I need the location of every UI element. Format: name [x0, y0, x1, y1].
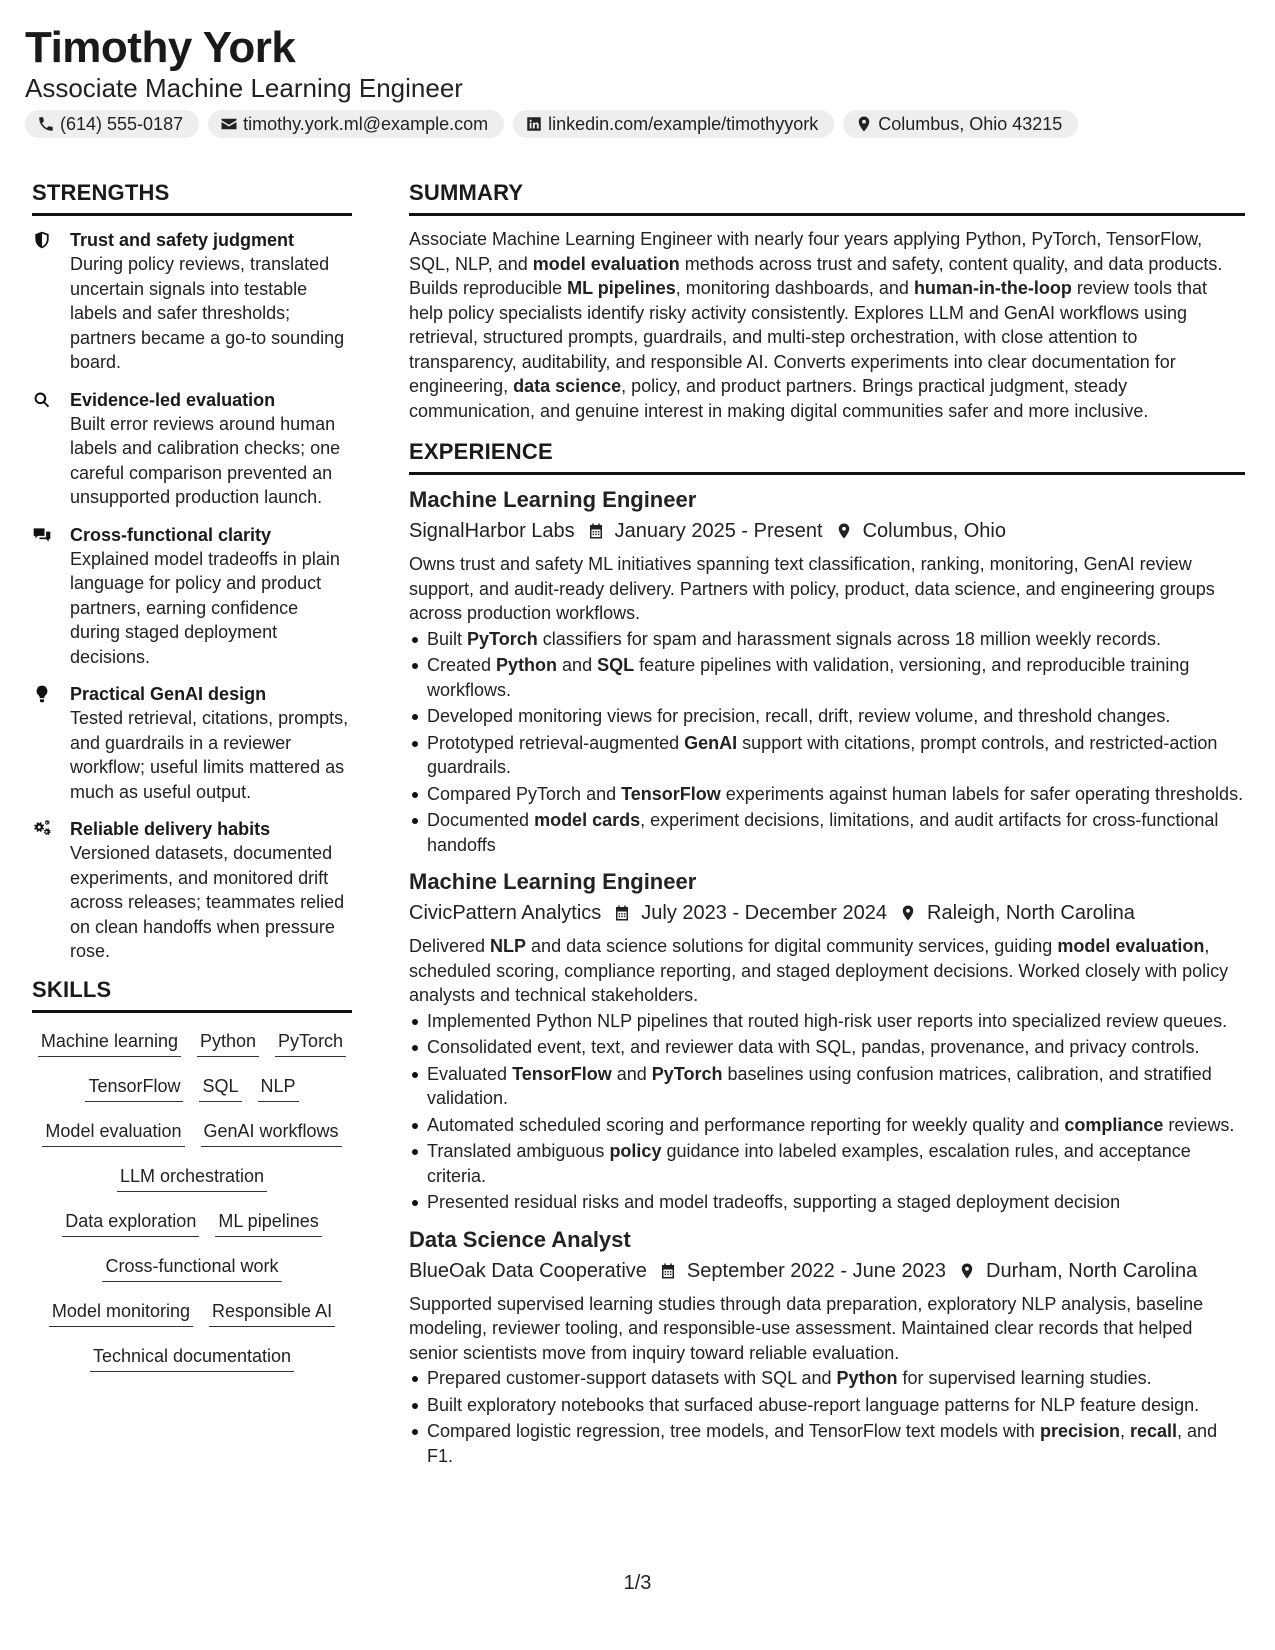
candidate-name: Timothy York [25, 23, 296, 72]
strength-description: Built error reviews around human labels and calibration checks; one careful comparison prevented an unsupported production launch. [70, 413, 341, 507]
phone-icon [37, 115, 55, 133]
bullet-item: Consolidated event, text, and reviewer data with SQL, pandas, provenance, and privacy controls. [409, 1035, 1245, 1060]
skill-row [32, 1336, 352, 1381]
bullet-item: Presented residual risks and model tradeoffs, supporting a staged deployment decision [409, 1190, 1245, 1215]
strengths-list [32, 228, 352, 964]
gears-icon [32, 819, 52, 839]
skill-tag: GenAI workflows [201, 1119, 342, 1147]
job-dates: July 2023 - December 2024 [641, 902, 887, 924]
skill-row [32, 1111, 352, 1156]
summary-heading: SUMMARY [409, 180, 1245, 216]
skill-tag: Python [197, 1029, 259, 1057]
skill-tag: TensorFlow [85, 1074, 183, 1102]
skill-row [32, 1246, 352, 1291]
job-description: Delivered NLP and data science solutions for digital community services, guiding model evaluation, scheduled scoring, compliance reporting, and staged deployment decisions. Worked closely with policy analysts and technical stakeholders. [409, 936, 1229, 1005]
bullet-item: Built exploratory notebooks that surfaced abuse-report language patterns for NLP feature design. [409, 1393, 1245, 1418]
bullet-item: Compared logistic regression, tree models, and TensorFlow text models with precision, recall, and F1. [409, 1419, 1245, 1468]
skill-tag: ML pipelines [215, 1209, 321, 1237]
strengths-heading: STRENGTHS [32, 180, 352, 216]
bullet-item: Translated ambiguous policy guidance into labeled examples, escalation rules, and acceptance criteria. [409, 1139, 1245, 1188]
linkedin-icon [525, 115, 543, 133]
skills-list [32, 1021, 352, 1381]
strength-title: Trust and safety judgment [70, 230, 295, 250]
contact-phone[interactable] [25, 110, 199, 138]
skill-tag: Technical documentation [90, 1344, 294, 1372]
skill-tag: SQL [199, 1074, 241, 1102]
linkedin-text: linkedin.com/example/timothyyork [548, 113, 819, 134]
experience-heading: EXPERIENCE [409, 439, 1245, 475]
bullet-item: Compared PyTorch and TensorFlow experiments against human labels for safer operating thresholds. [409, 782, 1245, 807]
shield-icon [32, 230, 52, 250]
phone-text: (614) 555-0187 [60, 113, 184, 134]
calendar-icon [659, 1262, 677, 1280]
strength-description: Explained model tradeoffs in plain language for policy and product partners, earning confidence during staged deployment decisions. [70, 548, 340, 667]
bullet-item: Developed monitoring views for precision, recall, drift, review volume, and threshold changes. [409, 704, 1245, 729]
resume-header [25, 22, 1250, 138]
bullet-item: Automated scheduled scoring and performance reporting for weekly quality and compliance reviews. [409, 1113, 1245, 1138]
contact-linkedin[interactable] [513, 110, 834, 138]
job-company: BlueOak Data Cooperative [409, 1259, 647, 1282]
skill-row [32, 1066, 352, 1111]
job-dates: January 2025 - Present [614, 520, 823, 542]
map-marker-icon [958, 1262, 976, 1280]
job-entry [409, 867, 1245, 1215]
skill-tag: Model evaluation [42, 1119, 184, 1147]
strength-item [32, 228, 352, 375]
job-title: Machine Learning Engineer [409, 487, 697, 512]
envelope-icon [220, 115, 238, 133]
job-company: SignalHarbor Labs [409, 520, 575, 542]
skill-tag: Data exploration [62, 1209, 199, 1237]
summary-text: Associate Machine Learning Engineer with nearly four years applying Python, PyTorch, TensorFlow, SQL, NLP, and model evaluation methods across trust and safety, content quality, and data products. Builds reproducible ML pipelines, monitoring dashboards, and human-in-the-loop review tools that help policy specialists identify risky activity consistently. Explores LLM and GenAI workflows using retrieval, structured prompts, guardrails, and multi-step orchestration, with close attention to transparency, auditability, and responsible AI. Converts experiments into clear documentation for engineering, data science, policy, and product partners. Brings practical judgment, steady communication, and genuine interest in making digital communities safer and more inclusive. [409, 229, 1223, 421]
contact-bar [25, 110, 1250, 138]
strength-item [32, 817, 352, 964]
job-title: Data Science Analyst [409, 1226, 631, 1252]
bullet-item: Implemented Python NLP pipelines that routed high-risk user reports into specialized review queues. [409, 1009, 1245, 1034]
skill-tag: Responsible AI [209, 1299, 335, 1327]
job-meta [409, 516, 1245, 546]
job-location: Columbus, Ohio [862, 520, 1006, 542]
left-column [32, 180, 352, 1381]
experience-list [409, 485, 1245, 1468]
bullet-item: Documented model cards, experiment decisions, limitations, and audit artifacts for cross-functional handoffs [409, 808, 1245, 857]
bullet-item: Evaluated TensorFlow and PyTorch baselines using confusion matrices, calibration, and stratified validation. [409, 1062, 1245, 1111]
job-entry [409, 485, 1245, 857]
map-marker-icon [835, 522, 853, 540]
strength-title: Evidence-led evaluation [70, 389, 276, 410]
page-number: 1/3 [623, 1572, 652, 1594]
skill-tag: Cross-functional work [102, 1254, 281, 1282]
lightbulb-icon [32, 684, 52, 704]
strength-description: Versioned datasets, documented experiments, and monitored drift across releases; teammates relied on clean handoffs when pressure rose. [70, 843, 345, 961]
job-location: Durham, North Carolina [986, 1259, 1198, 1282]
job-bullets [409, 1009, 1245, 1215]
job-description: Supported supervised learning studies through data preparation, exploratory NLP analysis, baseline modeling, reviewer tooling, and responsible-use assessment. Maintained clear records that helped senior scientists move from inquiry toward reliable evaluation. [409, 1293, 1204, 1363]
skill-tag: Model monitoring [49, 1299, 193, 1327]
skills-heading: SKILLS [32, 977, 352, 1013]
skill-tag: Machine learning [38, 1029, 181, 1057]
skill-row [32, 1021, 352, 1066]
job-company: CivicPattern Analytics [409, 902, 602, 924]
strength-description: During policy reviews, translated uncertain signals into testable labels and safer thresholds; partners became a go-to sounding board. [70, 254, 345, 372]
strength-item [32, 523, 352, 670]
right-column [409, 180, 1245, 1470]
skill-row [32, 1291, 352, 1336]
job-meta [409, 898, 1245, 928]
bullet-item: Built PyTorch classifiers for spam and harassment signals across 18 million weekly records. [409, 627, 1245, 652]
contact-location [843, 110, 1078, 138]
strength-title: Cross-functional clarity [70, 524, 272, 545]
strength-item [32, 388, 352, 510]
map-marker-icon [855, 115, 873, 133]
job-description: Owns trust and safety ML initiatives spanning text classification, ranking, monitoring, GenAI review support, and audit-ready delivery. Partners with policy, product, data science, and engineering groups across production workflows. [409, 554, 1215, 623]
location-text: Columbus, Ohio 43215 [878, 113, 1063, 134]
bullet-item: Created Python and SQL feature pipelines with validation, versioning, and reproducible training workflows. [409, 653, 1245, 702]
comments-icon [32, 525, 52, 545]
job-title: Machine Learning Engineer [409, 869, 697, 894]
strength-item [32, 682, 352, 804]
candidate-title: Associate Machine Learning Engineer [25, 73, 463, 103]
calendar-icon [613, 904, 631, 922]
email-text: timothy.york.ml@example.com [243, 113, 489, 134]
skill-row [32, 1156, 352, 1201]
job-location: Raleigh, North Carolina [927, 902, 1135, 924]
job-entry [409, 1225, 1245, 1469]
skill-tag: LLM orchestration [117, 1164, 267, 1192]
bullet-item: Prototyped retrieval-augmented GenAI support with citations, prompt controls, and restricted-action guardrails. [409, 731, 1245, 780]
strength-title: Practical GenAI design [70, 684, 267, 704]
contact-email[interactable] [208, 110, 504, 138]
skill-row [32, 1201, 352, 1246]
strength-description: Tested retrieval, citations, prompts, and guardrails in a reviewer workflow; useful limits mattered as much as useful output. [70, 708, 349, 802]
job-bullets [409, 1366, 1245, 1468]
map-marker-icon [899, 904, 917, 922]
job-meta [409, 1256, 1245, 1286]
job-dates: September 2022 - June 2023 [686, 1259, 946, 1282]
skill-tag: PyTorch [275, 1029, 346, 1057]
bullet-item: Prepared customer-support datasets with SQL and Python for supervised learning studies. [409, 1366, 1245, 1391]
strength-title: Reliable delivery habits [70, 819, 271, 839]
job-bullets [409, 627, 1245, 858]
calendar-icon [587, 522, 605, 540]
search-icon [32, 390, 52, 410]
skill-tag: NLP [258, 1074, 299, 1102]
